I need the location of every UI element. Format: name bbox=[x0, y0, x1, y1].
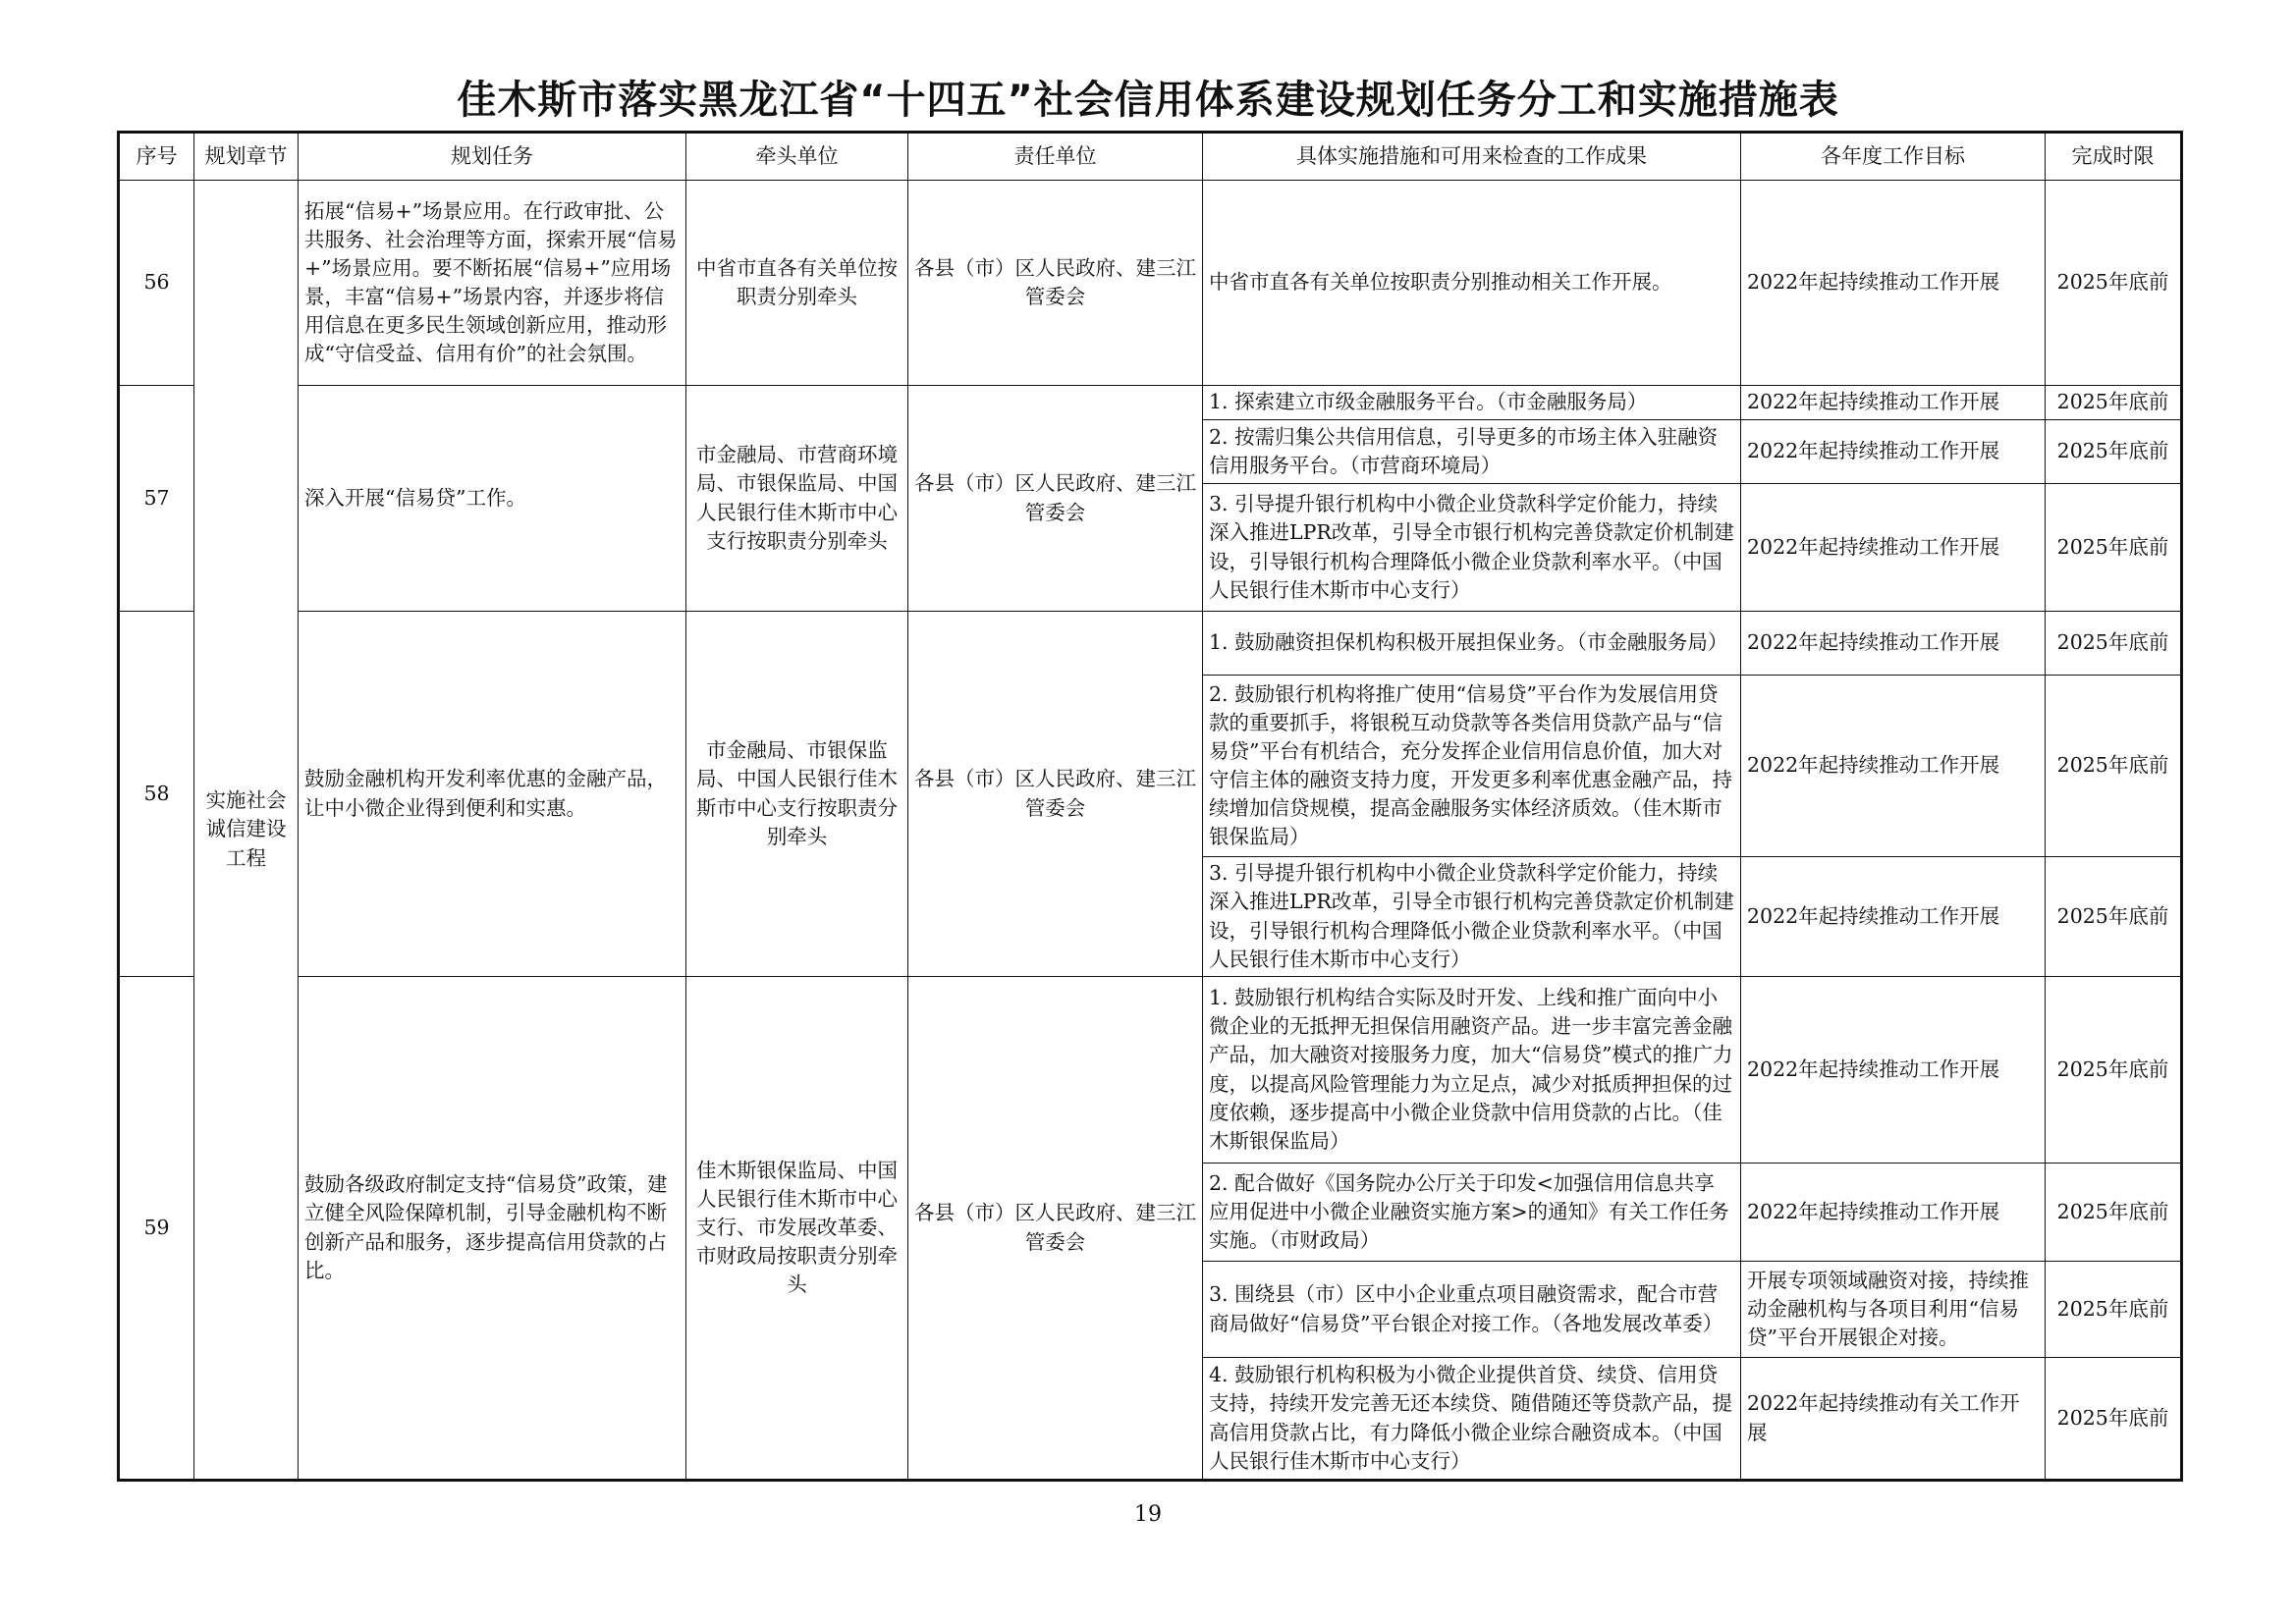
lead-cell: 市金融局、市营商环境局、市银保监局、中国人民银行佳木斯市中心支行按职责分别牵头 bbox=[686, 386, 908, 612]
table-row bbox=[119, 977, 2182, 1164]
resp-cell: 各县（市）区人民政府、建三江管委会 bbox=[908, 612, 1203, 977]
row-no: 59 bbox=[119, 977, 194, 1481]
task-cell: 拓展“信易+”场景应用。在行政审批、公共服务、社会治理等方面，探索开展“信易+”场景应用。要不断拓展“信易+”应用场景，丰富“信易+”场景内容，并逐步将信用信息在更多民生领域创新应用，推动形成“守信受益、信用有价”的社会氛围。 bbox=[299, 181, 686, 386]
header-measures: 具体实施措施和可用来检查的工作成果 bbox=[1203, 133, 1741, 181]
header-deadline: 完成时限 bbox=[2046, 133, 2182, 181]
table-row bbox=[119, 181, 2182, 386]
measure-cell: 4. 鼓励银行机构积极为小微企业提供首贷、续贷、信用贷支持，持续开发完善无还本续贷、随借随还等贷款产品，提高信用贷款占比，有力降低小微企业综合融资成本。（中国人民银行佳木斯市中心支行） bbox=[1203, 1358, 1741, 1481]
row-no: 56 bbox=[119, 181, 194, 386]
lead-cell: 中省市直各有关单位按职责分别牵头 bbox=[686, 181, 908, 386]
lead-cell: 市金融局、市银保监局、中国人民银行佳木斯市中心支行按职责分别牵头 bbox=[686, 612, 908, 977]
deadline-cell: 2025年底前 bbox=[2046, 1262, 2182, 1358]
header-task: 规划任务 bbox=[299, 133, 686, 181]
measure-cell: 3. 引导提升银行机构中小微企业贷款科学定价能力，持续深入推进LPR改革，引导全市银行机构完善贷款定价机制建设，引导银行机构合理降低小微企业贷款利率水平。（中国人民银行佳木斯市中心支行） bbox=[1203, 857, 1741, 977]
header-lead: 牵头单位 bbox=[686, 133, 908, 181]
goal-cell: 2022年起持续推动工作开展 bbox=[1741, 612, 2046, 676]
deadline-cell: 2025年底前 bbox=[2046, 420, 2182, 484]
task-cell: 鼓励金融机构开发利率优惠的金融产品，让中小微企业得到便利和实惠。 bbox=[299, 612, 686, 977]
goal-cell: 2022年起持续推动工作开展 bbox=[1741, 977, 2046, 1164]
measure-cell: 1. 探索建立市级金融服务平台。（市金融服务局） bbox=[1203, 386, 1741, 420]
measure-cell: 3. 引导提升银行机构中小微企业贷款科学定价能力，持续深入推进LPR改革，引导全市银行机构完善贷款定价机制建设，引导银行机构合理降低小微企业贷款利率水平。（中国人民银行佳木斯市中心支行） bbox=[1203, 484, 1741, 612]
page-title: 佳木斯市落实黑龙江省“十四五”社会信用体系建设规划任务分工和实施措施表 bbox=[457, 78, 1839, 123]
task-cell: 鼓励各级政府制定支持“信易贷”政策，建立健全风险保障机制，引导金融机构不断创新产品和服务，逐步提高信用贷款的占比。 bbox=[299, 977, 686, 1481]
goal-cell: 2022年起持续推动工作开展 bbox=[1741, 857, 2046, 977]
lead-cell: 佳木斯银保监局、中国人民银行佳木斯市中心支行、市发展改革委、市财政局按职责分别牵头 bbox=[686, 977, 908, 1481]
goal-cell: 2022年起持续推动有关工作开展 bbox=[1741, 1358, 2046, 1481]
measure-cell: 2. 鼓励银行机构将推广使用“信易贷”平台作为发展信用贷款的重要抓手，将银税互动贷款等各类信用贷款产品与“信易贷”平台有机结合，充分发挥企业信用信息价值，加大对守信主体的融资支持力度，开发更多利率优惠金融产品，持续增加信贷规模，提高金融服务实体经济质效。（佳木斯市银保监局） bbox=[1203, 676, 1741, 857]
header-no: 序号 bbox=[119, 133, 194, 181]
measure-cell: 2. 按需归集公共信用信息，引导更多的市场主体入驻融资信用服务平台。（市营商环境局） bbox=[1203, 420, 1741, 484]
deadline-cell: 2025年底前 bbox=[2046, 977, 2182, 1164]
deadline-cell: 2025年底前 bbox=[2046, 386, 2182, 420]
row-no: 58 bbox=[119, 612, 194, 977]
goal-cell: 2022年起持续推动工作开展 bbox=[1741, 1164, 2046, 1262]
goal-cell: 2022年起持续推动工作开展 bbox=[1741, 386, 2046, 420]
table-row bbox=[119, 612, 2182, 676]
deadline-cell: 2025年底前 bbox=[2046, 612, 2182, 676]
header-chapter: 规划章节 bbox=[194, 133, 299, 181]
resp-cell: 各县（市）区人民政府、建三江管委会 bbox=[908, 181, 1203, 386]
measure-cell: 1. 鼓励融资担保机构积极开展担保业务。（市金融服务局） bbox=[1203, 612, 1741, 676]
measure-cell: 3. 围绕县（市）区中小企业重点项目融资需求，配合市营商局做好“信易贷”平台银企对接工作。（各地发展改革委） bbox=[1203, 1262, 1741, 1358]
deadline-cell: 2025年底前 bbox=[2046, 1358, 2182, 1481]
table-row bbox=[119, 386, 2182, 420]
goal-cell: 开展专项领域融资对接，持续推动金融机构与各项目利用“信易贷”平台开展银企对接。 bbox=[1741, 1262, 2046, 1358]
header-resp: 责任单位 bbox=[908, 133, 1203, 181]
resp-cell: 各县（市）区人民政府、建三江管委会 bbox=[908, 386, 1203, 612]
task-table bbox=[117, 131, 2183, 1482]
chapter-cell: 实施社会诚信建设工程 bbox=[194, 181, 299, 1481]
measure-cell: 2. 配合做好《国务院办公厅关于印发<加强信用信息共享应用促进中小微企业融资实施方案>的通知》有关工作任务实施。（市财政局） bbox=[1203, 1164, 1741, 1262]
header-goal: 各年度工作目标 bbox=[1741, 133, 2046, 181]
deadline-cell: 2025年底前 bbox=[2046, 1164, 2182, 1262]
page-number: 19 bbox=[1134, 1502, 1162, 1527]
task-cell: 深入开展“信易贷”工作。 bbox=[299, 386, 686, 612]
resp-cell: 各县（市）区人民政府、建三江管委会 bbox=[908, 977, 1203, 1481]
goal-cell: 2022年起持续推动工作开展 bbox=[1741, 484, 2046, 612]
deadline-cell: 2025年底前 bbox=[2046, 857, 2182, 977]
deadline-cell: 2025年底前 bbox=[2046, 676, 2182, 857]
goal-cell: 2022年起持续推动工作开展 bbox=[1741, 420, 2046, 484]
header-row bbox=[119, 133, 2182, 181]
row-no: 57 bbox=[119, 386, 194, 612]
deadline-cell: 2025年底前 bbox=[2046, 181, 2182, 386]
deadline-cell: 2025年底前 bbox=[2046, 484, 2182, 612]
goal-cell: 2022年起持续推动工作开展 bbox=[1741, 181, 2046, 386]
measure-cell: 1. 鼓励银行机构结合实际及时开发、上线和推广面向中小微企业的无抵押无担保信用融资产品。进一步丰富完善金融产品，加大融资对接服务力度，加大“信易贷”模式的推广力度，以提高风险管理能力为立足点，减少对抵质押担保的过度依赖，逐步提高中小微企业贷款中信用贷款的占比。（佳木斯银保监局） bbox=[1203, 977, 1741, 1164]
goal-cell: 2022年起持续推动工作开展 bbox=[1741, 676, 2046, 857]
measure-cell: 中省市直各有关单位按职责分别推动相关工作开展。 bbox=[1203, 181, 1741, 386]
